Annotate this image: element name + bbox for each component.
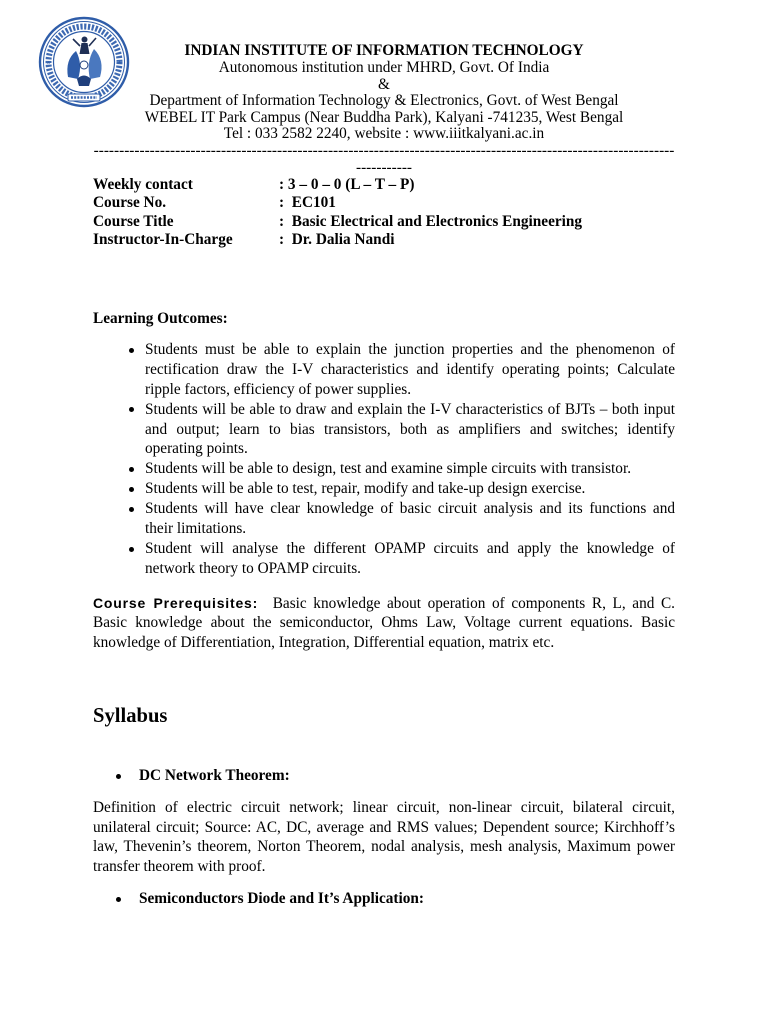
prerequisites-label: Course Prerequisites: [93, 595, 259, 611]
outcome-line: and output; learn to bias transistors, both as amplifiers and switches; identify [145, 420, 675, 438]
weekly-contact-value: : 3 – 0 – 0 (L – T – P) [279, 176, 415, 193]
course-info-row [93, 194, 675, 212]
outcome-line: network theory to OPAMP circuits. [145, 559, 361, 577]
list-item [145, 499, 675, 539]
course-info-row [93, 213, 675, 231]
institute-name: INDIAN INSTITUTE OF INFORMATION TECHNOLOGY [184, 42, 584, 59]
bullet-icon [129, 467, 134, 472]
outcome-line: ripple factors, efficiency of power supplies. [145, 380, 412, 398]
course-no-value: : EC101 [279, 194, 336, 212]
outcome-line: rectification draw the I-V characteristics and identify operating points; Calculate [145, 360, 675, 378]
emblem-figure-head [82, 37, 88, 43]
outcome-line: operating points. [145, 440, 248, 458]
list-item [145, 400, 675, 460]
bullet-icon [116, 897, 121, 902]
prerequisites-line [93, 593, 675, 613]
dashed-rule: ------------------------------------------------------------------------------------------------------------------ [93, 142, 675, 159]
outcome-line: Students will be able to design, test and examine simple circuits with transistor. [145, 460, 632, 478]
outcome-line: Students will have clear knowledge of basic circuit analysis and its functions and [145, 500, 675, 518]
course-no-label: Course No. [93, 194, 167, 212]
description-line: law, Thevenin’s theorem, Norton Theorem, nodal analysis, mesh analysis, Maximum power [93, 838, 675, 856]
dc-network-theorem-title: DC Network Theorem: [139, 767, 290, 784]
outcome-line: Students will be able to test, repair, modify and take-up design exercise. [145, 480, 586, 498]
instructor-label: Instructor-In-Charge [93, 231, 233, 249]
semiconductor-diode-title: Semiconductors Diode and It’s Application: [139, 890, 425, 907]
instructor-value: : Dr. Dalia Nandi [279, 231, 395, 249]
bullet-icon [129, 487, 134, 492]
syllabus-section-title [139, 766, 290, 786]
learning-outcomes-heading: Learning Outcomes: [93, 310, 228, 327]
dc-network-theorem-description [93, 798, 675, 876]
prerequisites-line: knowledge of Differentiation, Integration, Differential equation, matrix etc. [93, 634, 555, 651]
outcome-line: Students will be able to draw and explain the I-V characteristics of BJTs – both input [145, 400, 675, 418]
bullet-icon [116, 774, 121, 779]
ampersand-line: & [378, 75, 390, 93]
description-line: transfer theorem with proof. [93, 857, 266, 875]
prerequisites-line: Basic knowledge about the semiconductor, Ohms Law, Voltage current equations. Basic [93, 614, 675, 631]
emblem-center-disc [80, 61, 88, 69]
dashed-rule-continuation: ----------- [355, 159, 413, 176]
weekly-contact-label: Weekly contact [93, 176, 193, 193]
bullet-icon [129, 407, 134, 412]
syllabus-heading: Syllabus [93, 705, 168, 727]
outcome-line: Students must be able to explain the junction properties and the phenomenon of [145, 341, 675, 358]
bullet-icon [129, 507, 134, 512]
prerequisites-text: Basic knowledge about operation of components R, L, and C. [272, 595, 676, 612]
description-line: unilateral circuit; Source: AC, DC, average and RMS values; Dependent source; Kirchhoff’s [93, 818, 675, 836]
list-item [145, 539, 675, 579]
contact-line: Tel : 033 2582 2240, website : www.iiitkalyani.ac.in [223, 125, 545, 143]
syllabus-section-title [139, 889, 424, 909]
bullet-icon [129, 547, 134, 552]
address-line: WEBEL IT Park Campus (Near Buddha Park), Kalyani -741235, West Bengal [144, 108, 624, 126]
letterhead [93, 41, 675, 176]
learning-outcomes-list [145, 340, 675, 579]
prerequisites-paragraph [93, 593, 675, 653]
list-item [145, 340, 675, 400]
bullet-icon [129, 348, 134, 353]
outcome-line: their limitations. [145, 520, 247, 538]
description-line: Definition of electric circuit network; linear circuit, non-linear circuit, bilateral circuit, [93, 799, 675, 816]
course-title-value: : Basic Electrical and Electronics Engineering [279, 212, 583, 230]
course-info [93, 176, 675, 250]
institute-status: Autonomous institution under MHRD, Govt. Of India [218, 59, 550, 76]
list-item [145, 459, 675, 479]
course-title-label: Course Title [93, 212, 174, 230]
outcome-line: Student will analyse the different OPAMP circuits and apply the knowledge of [145, 539, 675, 557]
course-info-row [93, 176, 675, 194]
course-info-row [93, 231, 675, 249]
department-line: Department of Information Technology & Electronics, Govt. of West Bengal [149, 92, 619, 110]
list-item [145, 479, 675, 499]
